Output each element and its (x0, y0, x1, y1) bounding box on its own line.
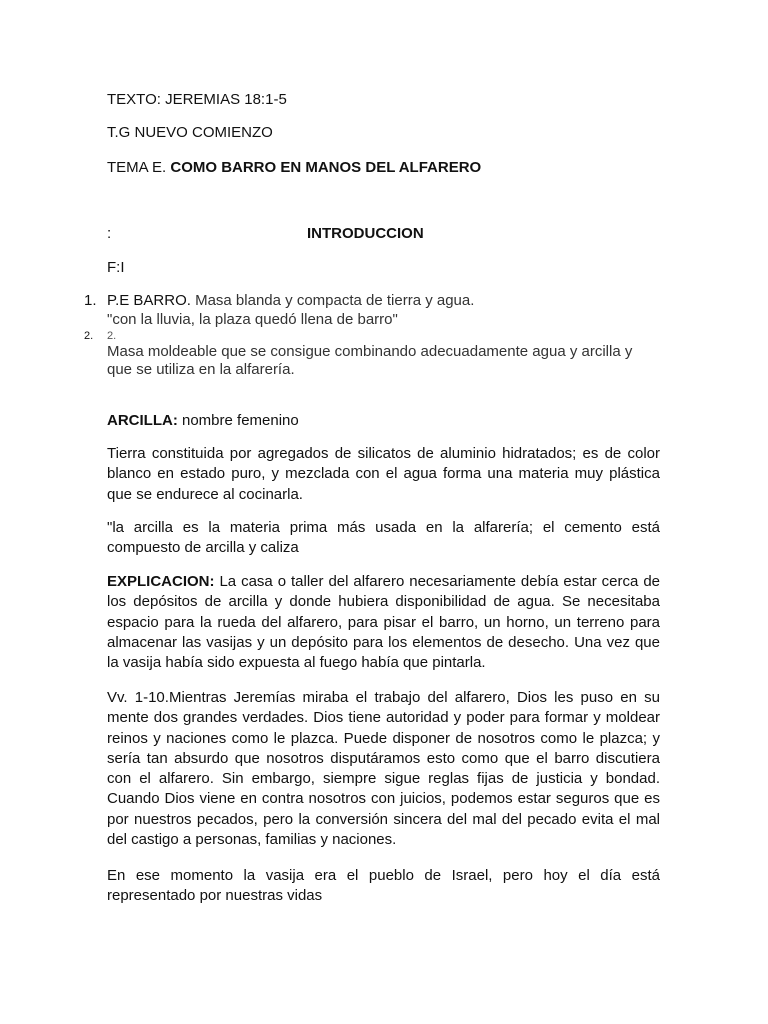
tema-line (107, 158, 481, 178)
arcilla-type: nombre femenino (177, 412, 299, 429)
list-number-2: 2. (84, 330, 94, 342)
intro-title: INTRODUCCION (307, 225, 424, 242)
barro-definition: Masa blanda y compacta de tierra y agua. (190, 292, 475, 309)
barro-label: P.E BARRO. (107, 292, 191, 309)
intro-colon: : (107, 225, 112, 242)
list-item-1 (107, 291, 474, 311)
list-item-2-text: Masa moldeable que se consigue combinando adecuadamente agua y arcilla y que se utiliza en la alfarería. (107, 343, 633, 378)
list-number-1: 1. (84, 292, 97, 309)
explicacion-paragraph (107, 572, 660, 673)
list-item-2-inner: 2. (107, 330, 117, 342)
arcilla-label: ARCILLA: (107, 412, 178, 429)
fi-line: F:I (107, 259, 125, 276)
tg-line: T.G NUEVO COMIENZO (107, 124, 273, 141)
arcilla-example: "la arcilla es la materia prima más usada en la alfarería; el cemento está compuesto de arcilla y caliza (107, 519, 660, 557)
explicacion-label: EXPLICACION: (107, 573, 215, 590)
tema-title: COMO BARRO EN MANOS DEL ALFARERO (170, 159, 482, 176)
arcilla-heading (107, 411, 299, 431)
texto-line: TEXTO: JEREMIAS 18:1-5 (107, 91, 287, 108)
barro-example: "con la lluvia, la plaza quedó llena de barro" (107, 311, 398, 328)
arcilla-definition: Tierra constituida por agregados de silicatos de aluminio hidratados; es de color blanco en estado puro, y mezclada con el agua forma una materia muy plástica que se endurece al cocinarla. (107, 445, 660, 503)
explicacion-text: La casa o taller del alfarero necesariamente debía estar cerca de los depósitos de arcilla y donde hubiera disponibilidad de agua. Se necesitaba espacio para la rueda del alfarero, para pisar el barro, un horno, un terreno para almacenar las vasijas y un depósito para los elementos de desecho. Una vez que la vasija había sido expuesta al fuego había que pintarla. (107, 573, 660, 672)
tema-prefix: TEMA E. (107, 159, 171, 176)
vv-paragraph: Vv. 1-10.Mientras Jeremías miraba el trabajo del alfarero, Dios les puso en su mente dos grandes verdades. Dios tiene autoridad y poder para formar y moldear reinos y naciones como le plazca. Puede disponer de nosotros como le plazca; y sería tan absurdo que nosotros disputáramos esto como que el barro discutiera con el alfarero. Sin embargo, siempre sigue reglas fijas de justicia y bondad. Cuando Dios viene en contra nosotros con juicios, podemos estar seguros que es por nuestros pecados, pero la conversión sincera del mal del pecado evita el mal del castigo a personas, familias y naciones. (107, 689, 660, 849)
closing-paragraph: En ese momento la vasija era el pueblo de Israel, pero hoy el día está representado por nuestras vidas (107, 867, 660, 905)
